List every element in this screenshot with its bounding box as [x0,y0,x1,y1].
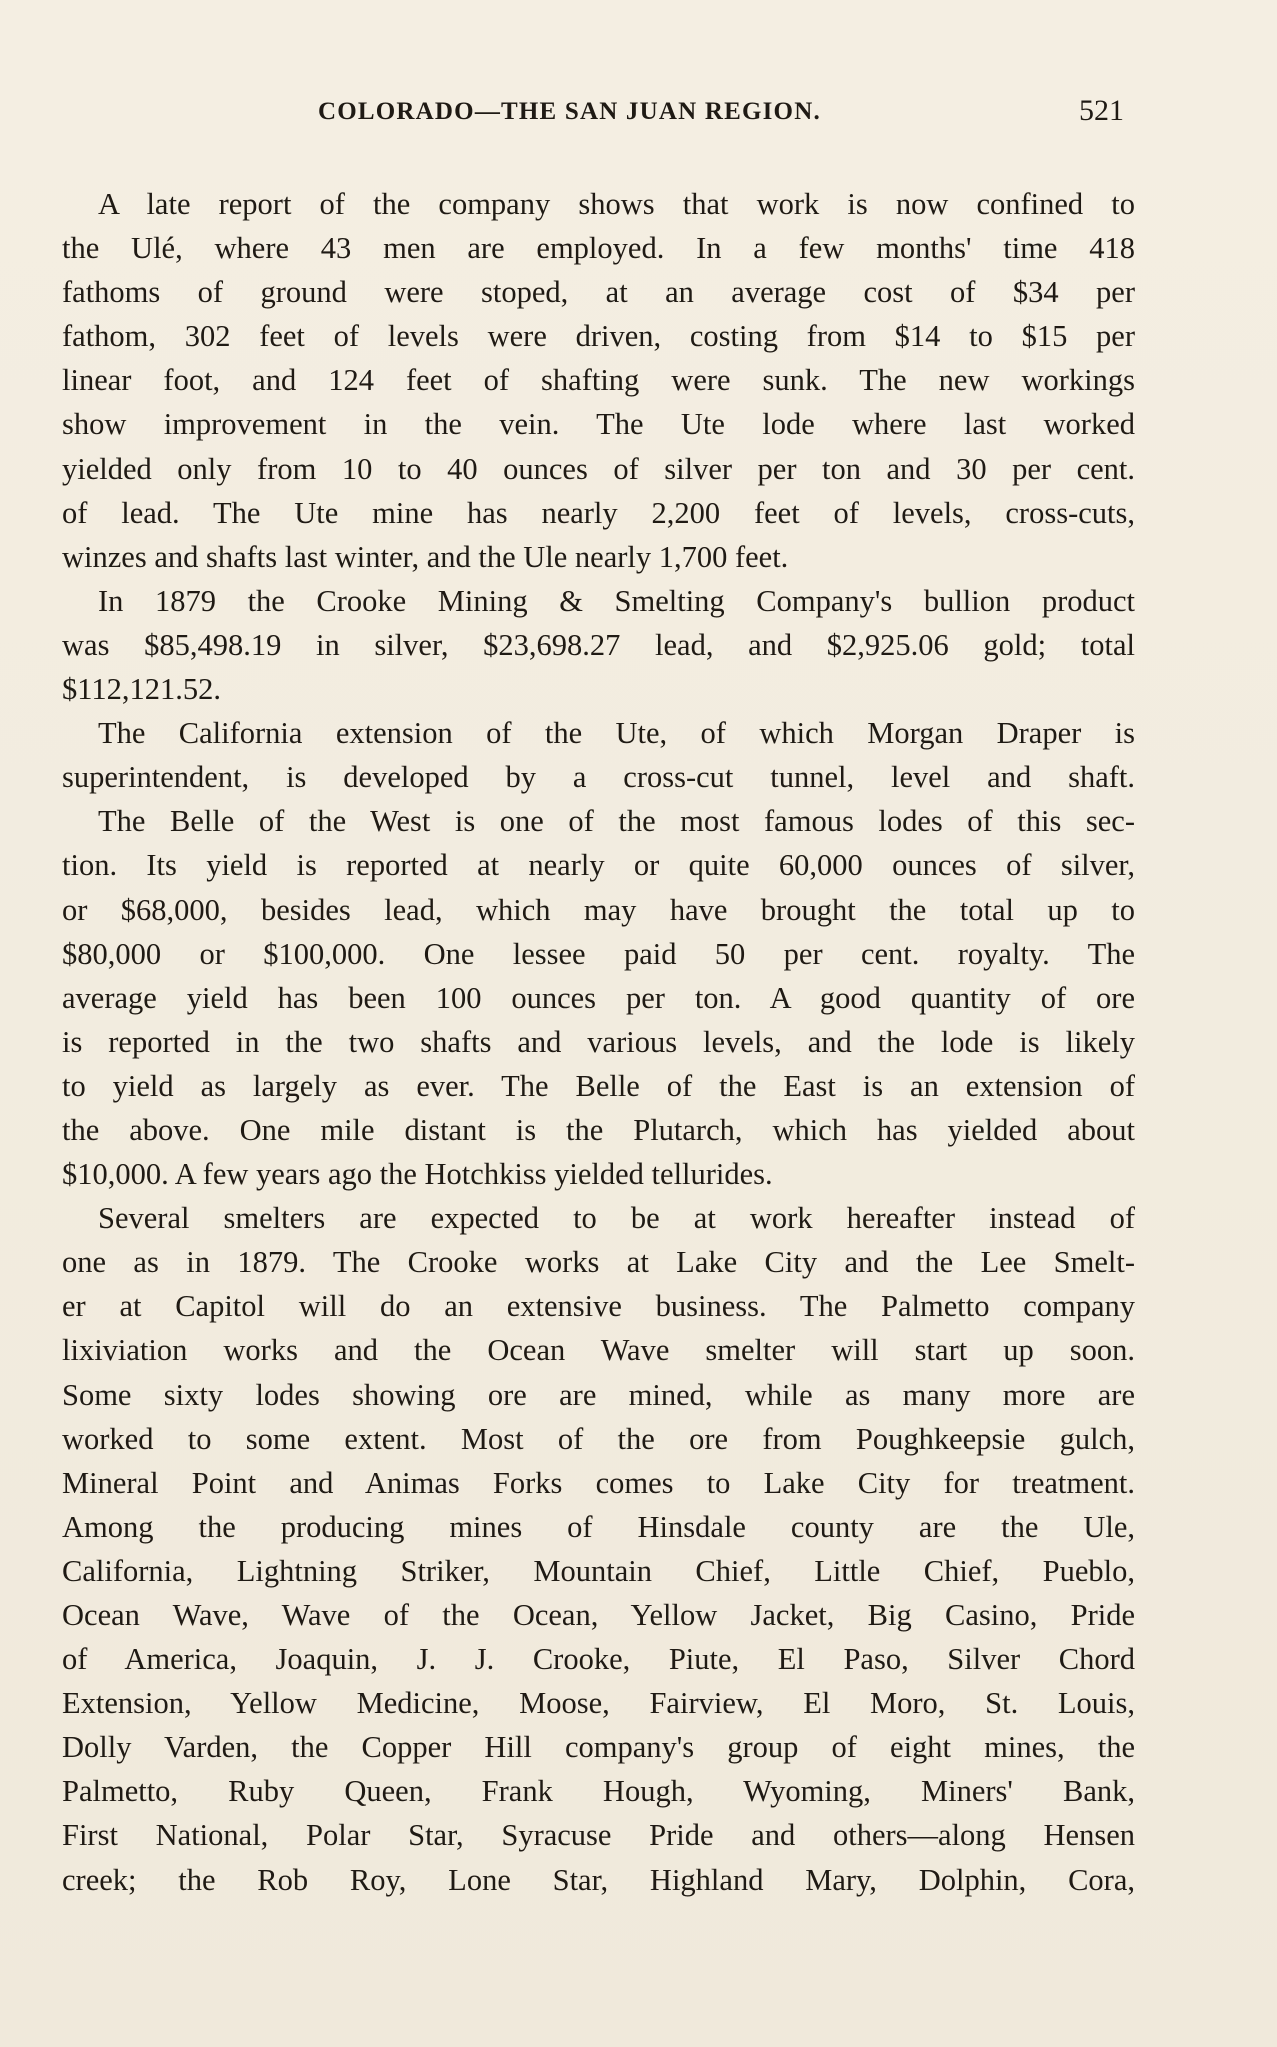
running-head [0,94,1277,138]
text-line: Mineral Point and Animas Forks comes to Lake City for treatment. [62,1465,1135,1500]
text-line: yielded only from 10 to 40 ounces of silver per ton and 30 per cent. [62,451,1135,486]
text-line: lixiviation works and the Ocean Wave smelter will start up soon. [62,1333,1135,1368]
paragraph [62,711,1135,799]
text-line: fathom, 302 feet of levels were driven, costing from $14 to $15 per [62,319,1135,354]
text-line: the Ulé, where 43 men are employed. In a few months' time 418 [62,231,1135,266]
text-line: Palmetto, Ruby Queen, Frank Hough, Wyoming, Miners' Bank, [62,1774,1135,1809]
text-line: In 1879 the Crooke Mining & Smelting Company's bullion product [98,583,1135,618]
text-line: Several smelters are expected to be at work hereafter instead of [98,1201,1135,1236]
paragraph [62,1196,1135,1902]
text-line: winzes and shafts last winter, and the Ule nearly 1,700 feet. [62,539,789,574]
text-line: er at Capitol will do an extensive business. The Palmetto company [62,1289,1135,1324]
text-line: show improvement in the vein. The Ute lode where last worked [62,407,1135,442]
text-line: one as in 1879. The Crooke works at Lake City and the Lee Smelt- [62,1245,1135,1280]
text-line: First National, Polar Star, Syracuse Pride and others—along Hensen [62,1818,1135,1853]
text-line: Dolly Varden, the Copper Hill company's group of eight mines, the [62,1730,1135,1765]
body-text [62,182,1135,1902]
text-line: $112,121.52. [62,672,221,707]
text-line: superintendent, is developed by a cross-cut tunnel, level and shaft. [62,760,1135,795]
text-line: $80,000 or $100,000. One lessee paid 50 per cent. royalty. The [62,936,1135,971]
text-line: or $68,000, besides lead, which may have brought the total up to [62,892,1135,927]
text-line: California, Lightning Striker, Mountain Chief, Little Chief, Pueblo, [62,1553,1135,1588]
text-line: is reported in the two shafts and various levels, and the lode is likely [62,1024,1135,1059]
text-line: Ocean Wave, Wave of the Ocean, Yellow Jacket, Big Casino, Pride [62,1598,1135,1632]
text-line: The Belle of the West is one of the most famous lodes of this sec- [98,804,1135,839]
text-line: Some sixty lodes showing ore are mined, while as many more are [62,1377,1135,1412]
text-line: of lead. The Ute mine has nearly 2,200 feet of levels, cross-cuts, [62,495,1135,530]
paragraph [62,579,1135,711]
text-line: of America, Joaquin, J. J. Crooke, Piute, El Paso, Silver Chord [62,1642,1135,1677]
text-line: Extension, Yellow Medicine, Moose, Fairview, El Moro, St. Louis, [62,1686,1135,1721]
text-line: tion. Its yield is reported at nearly or quite 60,000 ounces of silver, [62,848,1135,883]
text-line: was $85,498.19 in silver, $23,698.27 lead, and $2,925.06 gold; total [62,627,1135,662]
text-line: the above. One mile distant is the Plutarch, which has yielded about [62,1112,1135,1147]
text-line: A late report of the company shows that work is now confined to [98,187,1135,221]
text-line: to yield as largely as ever. The Belle of the East is an extension of [62,1068,1135,1103]
text-line: The California extension of the Ute, of which Morgan Draper is [98,716,1135,751]
text-line: $10,000. A few years ago the Hotchkiss yielded tellurides. [62,1157,773,1192]
running-title: COLORADO—THE SAN JUAN REGION. [318,98,821,125]
text-line: worked to some extent. Most of the ore from Poughkeepsie gulch, [62,1421,1135,1456]
paragraph [62,182,1135,579]
text-line: average yield has been 100 ounces per ton. A good quantity of ore [62,980,1135,1015]
text-line: creek; the Rob Roy, Lone Star, Highland Mary, Dolphin, Cora, [62,1862,1135,1897]
paragraph [62,799,1135,1196]
page-number: 521 [1079,94,1124,127]
text-line: fathoms of ground were stoped, at an average cost of $34 per [62,275,1135,310]
text-line: Among the producing mines of Hinsdale county are the Ule, [62,1509,1135,1544]
text-line: linear foot, and 124 feet of shafting were sunk. The new workings [62,363,1135,398]
